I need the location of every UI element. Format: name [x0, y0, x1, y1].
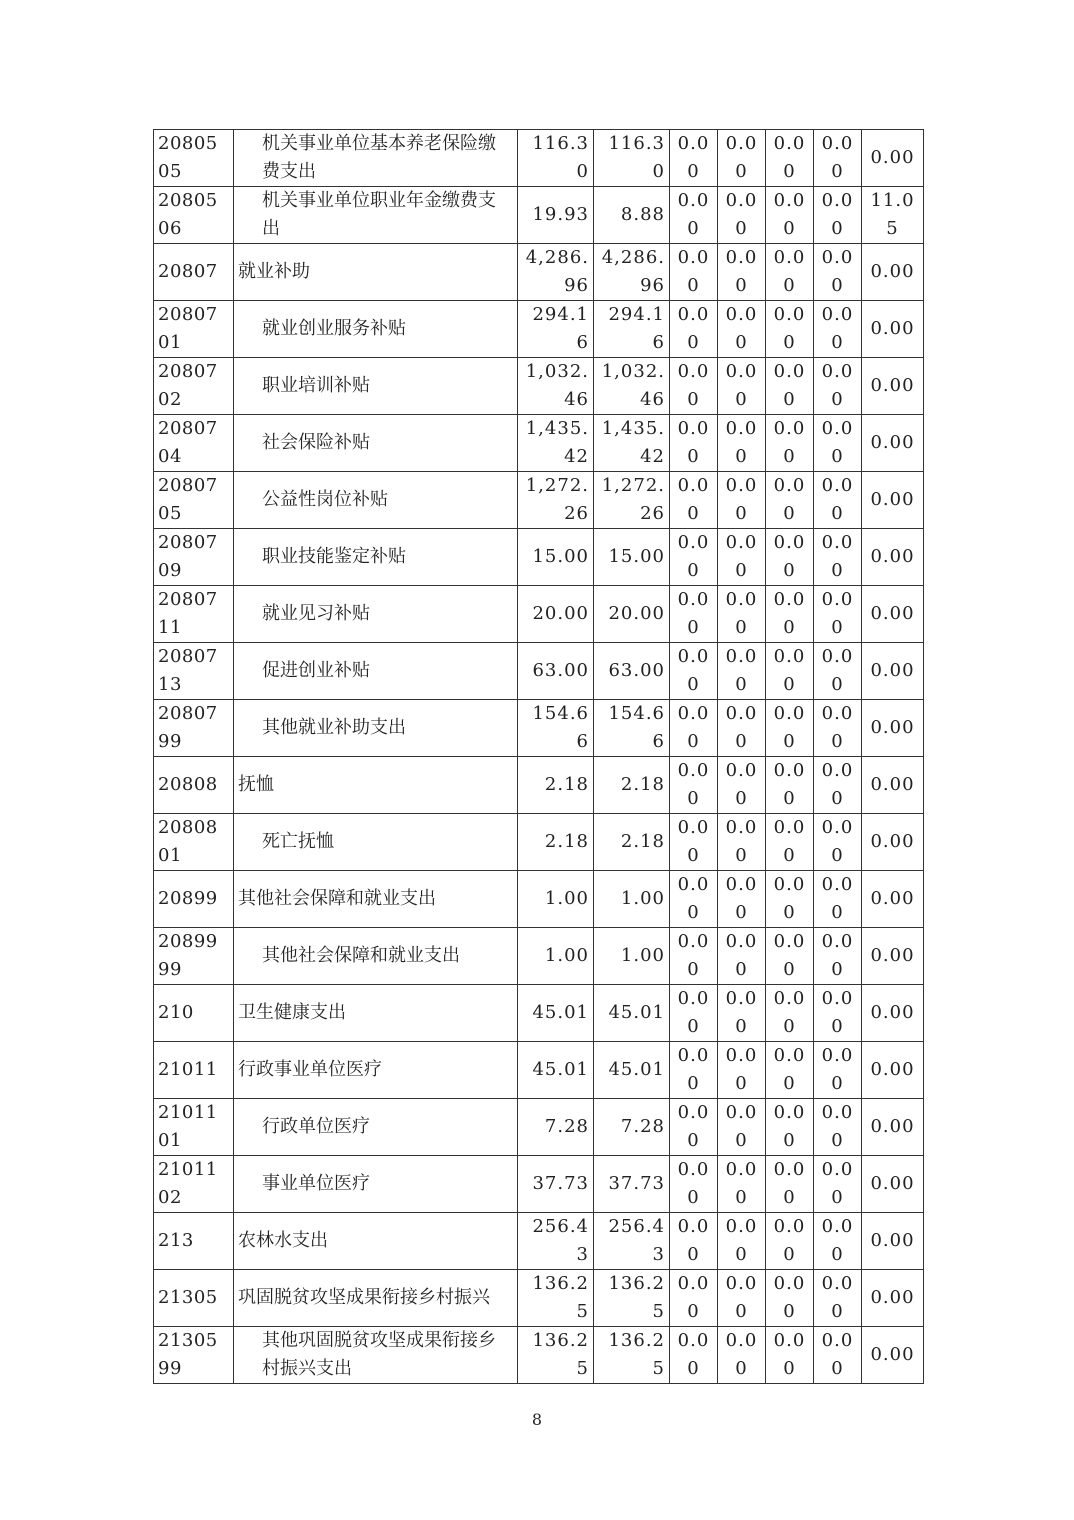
cell-col7: 0.00	[862, 1099, 924, 1156]
cell-col3: 0.00	[670, 130, 718, 187]
cell-basic: 116.30	[594, 130, 670, 187]
table-row	[154, 928, 924, 985]
cell-col5: 0.00	[766, 1042, 814, 1099]
cell-col7: 0.00	[862, 1213, 924, 1270]
cell-col7: 0.00	[862, 529, 924, 586]
cell-total: 1,435.42	[518, 415, 594, 472]
table-row	[154, 814, 924, 871]
cell-name: 其他社会保障和就业支出	[234, 871, 518, 928]
cell-basic: 1.00	[594, 871, 670, 928]
cell-name: 就业见习补贴	[234, 586, 518, 643]
cell-col7: 0.00	[862, 244, 924, 301]
cell-col6: 0.00	[814, 358, 862, 415]
cell-total: 2.18	[518, 814, 594, 871]
table-row	[154, 529, 924, 586]
cell-basic: 1,032.46	[594, 358, 670, 415]
cell-col5: 0.00	[766, 130, 814, 187]
cell-col3: 0.00	[670, 1042, 718, 1099]
cell-col6: 0.00	[814, 1156, 862, 1213]
cell-col4: 0.00	[718, 1270, 766, 1327]
cell-col6: 0.00	[814, 1270, 862, 1327]
cell-col4: 0.00	[718, 1099, 766, 1156]
cell-total: 4,286.96	[518, 244, 594, 301]
cell-name: 机关事业单位职业年金缴费支出	[234, 187, 518, 244]
table-row	[154, 301, 924, 358]
table-row	[154, 1213, 924, 1270]
cell-col3: 0.00	[670, 187, 718, 244]
cell-col6: 0.00	[814, 1213, 862, 1270]
cell-col4: 0.00	[718, 757, 766, 814]
cell-col4: 0.00	[718, 871, 766, 928]
cell-name: 社会保险补贴	[234, 415, 518, 472]
cell-col5: 0.00	[766, 1099, 814, 1156]
cell-col7: 0.00	[862, 358, 924, 415]
cell-col6: 0.00	[814, 130, 862, 187]
cell-col4: 0.00	[718, 358, 766, 415]
cell-basic: 4,286.96	[594, 244, 670, 301]
cell-total: 256.43	[518, 1213, 594, 1270]
cell-code: 2080704	[154, 415, 234, 472]
cell-code: 2080709	[154, 529, 234, 586]
cell-col7: 11.05	[862, 187, 924, 244]
cell-total: 1.00	[518, 928, 594, 985]
cell-code: 2080702	[154, 358, 234, 415]
cell-col3: 0.00	[670, 415, 718, 472]
table-row	[154, 643, 924, 700]
cell-basic: 1,435.42	[594, 415, 670, 472]
cell-col7: 0.00	[862, 700, 924, 757]
cell-basic: 2.18	[594, 757, 670, 814]
cell-basic: 1.00	[594, 928, 670, 985]
cell-col3: 0.00	[670, 1327, 718, 1384]
cell-code: 2080705	[154, 472, 234, 529]
cell-name: 促进创业补贴	[234, 643, 518, 700]
cell-col5: 0.00	[766, 301, 814, 358]
cell-name: 其他社会保障和就业支出	[234, 928, 518, 985]
cell-col3: 0.00	[670, 244, 718, 301]
cell-col4: 0.00	[718, 130, 766, 187]
cell-col5: 0.00	[766, 871, 814, 928]
cell-basic: 45.01	[594, 985, 670, 1042]
cell-code: 21305	[154, 1270, 234, 1327]
cell-col3: 0.00	[670, 529, 718, 586]
cell-col7: 0.00	[862, 130, 924, 187]
cell-col6: 0.00	[814, 1099, 862, 1156]
cell-code: 2130599	[154, 1327, 234, 1384]
cell-col3: 0.00	[670, 985, 718, 1042]
cell-col4: 0.00	[718, 1156, 766, 1213]
cell-total: 15.00	[518, 529, 594, 586]
cell-name: 职业培训补贴	[234, 358, 518, 415]
table-row	[154, 1270, 924, 1327]
cell-col4: 0.00	[718, 301, 766, 358]
cell-col5: 0.00	[766, 244, 814, 301]
cell-col7: 0.00	[862, 1042, 924, 1099]
cell-code: 20807	[154, 244, 234, 301]
cell-col6: 0.00	[814, 187, 862, 244]
cell-col7: 0.00	[862, 1327, 924, 1384]
cell-col6: 0.00	[814, 700, 862, 757]
cell-col5: 0.00	[766, 985, 814, 1042]
expenditure-table	[153, 129, 924, 1384]
cell-code: 2080799	[154, 700, 234, 757]
cell-code: 2080713	[154, 643, 234, 700]
cell-basic: 7.28	[594, 1099, 670, 1156]
cell-col5: 0.00	[766, 700, 814, 757]
cell-col3: 0.00	[670, 871, 718, 928]
cell-col6: 0.00	[814, 415, 862, 472]
cell-name: 就业补助	[234, 244, 518, 301]
cell-col3: 0.00	[670, 1156, 718, 1213]
cell-basic: 15.00	[594, 529, 670, 586]
cell-col3: 0.00	[670, 814, 718, 871]
cell-col5: 0.00	[766, 814, 814, 871]
cell-name: 就业创业服务补贴	[234, 301, 518, 358]
cell-col6: 0.00	[814, 757, 862, 814]
cell-basic: 37.73	[594, 1156, 670, 1213]
table-body	[154, 130, 924, 1384]
cell-code: 21011	[154, 1042, 234, 1099]
table-row	[154, 700, 924, 757]
cell-total: 19.93	[518, 187, 594, 244]
cell-total: 37.73	[518, 1156, 594, 1213]
cell-col7: 0.00	[862, 472, 924, 529]
cell-total: 136.25	[518, 1327, 594, 1384]
cell-code: 2101102	[154, 1156, 234, 1213]
cell-col4: 0.00	[718, 244, 766, 301]
cell-col4: 0.00	[718, 985, 766, 1042]
cell-col5: 0.00	[766, 529, 814, 586]
cell-code: 2080711	[154, 586, 234, 643]
cell-basic: 1,272.26	[594, 472, 670, 529]
cell-code: 2089999	[154, 928, 234, 985]
cell-basic: 136.25	[594, 1327, 670, 1384]
cell-col5: 0.00	[766, 472, 814, 529]
cell-total: 7.28	[518, 1099, 594, 1156]
cell-col5: 0.00	[766, 586, 814, 643]
cell-col7: 0.00	[862, 928, 924, 985]
cell-col5: 0.00	[766, 1327, 814, 1384]
cell-total: 1,032.46	[518, 358, 594, 415]
cell-col4: 0.00	[718, 586, 766, 643]
table-row	[154, 1099, 924, 1156]
cell-total: 1.00	[518, 871, 594, 928]
cell-col3: 0.00	[670, 358, 718, 415]
cell-col7: 0.00	[862, 415, 924, 472]
cell-col7: 0.00	[862, 1270, 924, 1327]
table-row	[154, 1042, 924, 1099]
cell-col3: 0.00	[670, 301, 718, 358]
cell-total: 45.01	[518, 1042, 594, 1099]
cell-basic: 45.01	[594, 1042, 670, 1099]
cell-total: 1,272.26	[518, 472, 594, 529]
table-row	[154, 586, 924, 643]
cell-col6: 0.00	[814, 1327, 862, 1384]
table-row	[154, 358, 924, 415]
cell-col6: 0.00	[814, 529, 862, 586]
cell-code: 210	[154, 985, 234, 1042]
table-row	[154, 985, 924, 1042]
cell-code: 2101101	[154, 1099, 234, 1156]
cell-col6: 0.00	[814, 985, 862, 1042]
cell-basic: 136.25	[594, 1270, 670, 1327]
cell-total: 63.00	[518, 643, 594, 700]
cell-col4: 0.00	[718, 814, 766, 871]
cell-col6: 0.00	[814, 643, 862, 700]
cell-col6: 0.00	[814, 472, 862, 529]
table-row	[154, 1327, 924, 1384]
cell-name: 行政单位医疗	[234, 1099, 518, 1156]
cell-code: 2080506	[154, 187, 234, 244]
table-row	[154, 1156, 924, 1213]
cell-code: 2080801	[154, 814, 234, 871]
cell-basic: 63.00	[594, 643, 670, 700]
cell-col6: 0.00	[814, 1042, 862, 1099]
cell-col4: 0.00	[718, 928, 766, 985]
cell-name: 职业技能鉴定补贴	[234, 529, 518, 586]
cell-col3: 0.00	[670, 928, 718, 985]
cell-name: 巩固脱贫攻坚成果衔接乡村振兴	[234, 1270, 518, 1327]
cell-col3: 0.00	[670, 757, 718, 814]
cell-col4: 0.00	[718, 415, 766, 472]
cell-col7: 0.00	[862, 814, 924, 871]
cell-basic: 8.88	[594, 187, 670, 244]
cell-basic: 20.00	[594, 586, 670, 643]
cell-col5: 0.00	[766, 643, 814, 700]
cell-code: 2080701	[154, 301, 234, 358]
cell-col3: 0.00	[670, 1099, 718, 1156]
cell-col3: 0.00	[670, 586, 718, 643]
cell-total: 45.01	[518, 985, 594, 1042]
cell-total: 136.25	[518, 1270, 594, 1327]
cell-col6: 0.00	[814, 814, 862, 871]
cell-col5: 0.00	[766, 358, 814, 415]
page-number: 8	[531, 1410, 543, 1429]
cell-col4: 0.00	[718, 1042, 766, 1099]
table-row	[154, 244, 924, 301]
cell-col5: 0.00	[766, 415, 814, 472]
cell-col3: 0.00	[670, 1270, 718, 1327]
cell-basic: 154.66	[594, 700, 670, 757]
cell-col4: 0.00	[718, 529, 766, 586]
cell-col6: 0.00	[814, 871, 862, 928]
cell-basic: 256.43	[594, 1213, 670, 1270]
cell-name: 抚恤	[234, 757, 518, 814]
cell-col7: 0.00	[862, 985, 924, 1042]
cell-col5: 0.00	[766, 1213, 814, 1270]
cell-col3: 0.00	[670, 643, 718, 700]
cell-col4: 0.00	[718, 187, 766, 244]
cell-col7: 0.00	[862, 586, 924, 643]
cell-basic: 2.18	[594, 814, 670, 871]
cell-name: 卫生健康支出	[234, 985, 518, 1042]
cell-col4: 0.00	[718, 643, 766, 700]
cell-col3: 0.00	[670, 472, 718, 529]
cell-col5: 0.00	[766, 1270, 814, 1327]
cell-col4: 0.00	[718, 472, 766, 529]
cell-name: 事业单位医疗	[234, 1156, 518, 1213]
cell-total: 2.18	[518, 757, 594, 814]
cell-col7: 0.00	[862, 643, 924, 700]
cell-total: 154.66	[518, 700, 594, 757]
cell-code: 20808	[154, 757, 234, 814]
cell-col4: 0.00	[718, 700, 766, 757]
table-row	[154, 187, 924, 244]
cell-col7: 0.00	[862, 757, 924, 814]
cell-code: 2080505	[154, 130, 234, 187]
cell-name: 公益性岗位补贴	[234, 472, 518, 529]
cell-col7: 0.00	[862, 301, 924, 358]
cell-col4: 0.00	[718, 1327, 766, 1384]
table-row	[154, 757, 924, 814]
cell-total: 294.16	[518, 301, 594, 358]
cell-col6: 0.00	[814, 301, 862, 358]
cell-col5: 0.00	[766, 928, 814, 985]
cell-col6: 0.00	[814, 586, 862, 643]
cell-col4: 0.00	[718, 1213, 766, 1270]
cell-col3: 0.00	[670, 700, 718, 757]
cell-col5: 0.00	[766, 1156, 814, 1213]
cell-total: 20.00	[518, 586, 594, 643]
table-row	[154, 130, 924, 187]
table-row	[154, 871, 924, 928]
cell-col3: 0.00	[670, 1213, 718, 1270]
cell-name: 死亡抚恤	[234, 814, 518, 871]
cell-name: 其他巩固脱贫攻坚成果衔接乡村振兴支出	[234, 1327, 518, 1384]
cell-basic: 294.16	[594, 301, 670, 358]
cell-col5: 0.00	[766, 187, 814, 244]
table-row	[154, 472, 924, 529]
cell-col6: 0.00	[814, 244, 862, 301]
cell-total: 116.30	[518, 130, 594, 187]
cell-name: 其他就业补助支出	[234, 700, 518, 757]
cell-code: 20899	[154, 871, 234, 928]
cell-code: 213	[154, 1213, 234, 1270]
cell-col6: 0.00	[814, 928, 862, 985]
cell-name: 农林水支出	[234, 1213, 518, 1270]
table-row	[154, 415, 924, 472]
cell-col7: 0.00	[862, 871, 924, 928]
cell-name: 机关事业单位基本养老保险缴费支出	[234, 130, 518, 187]
cell-name: 行政事业单位医疗	[234, 1042, 518, 1099]
cell-col7: 0.00	[862, 1156, 924, 1213]
cell-col5: 0.00	[766, 757, 814, 814]
